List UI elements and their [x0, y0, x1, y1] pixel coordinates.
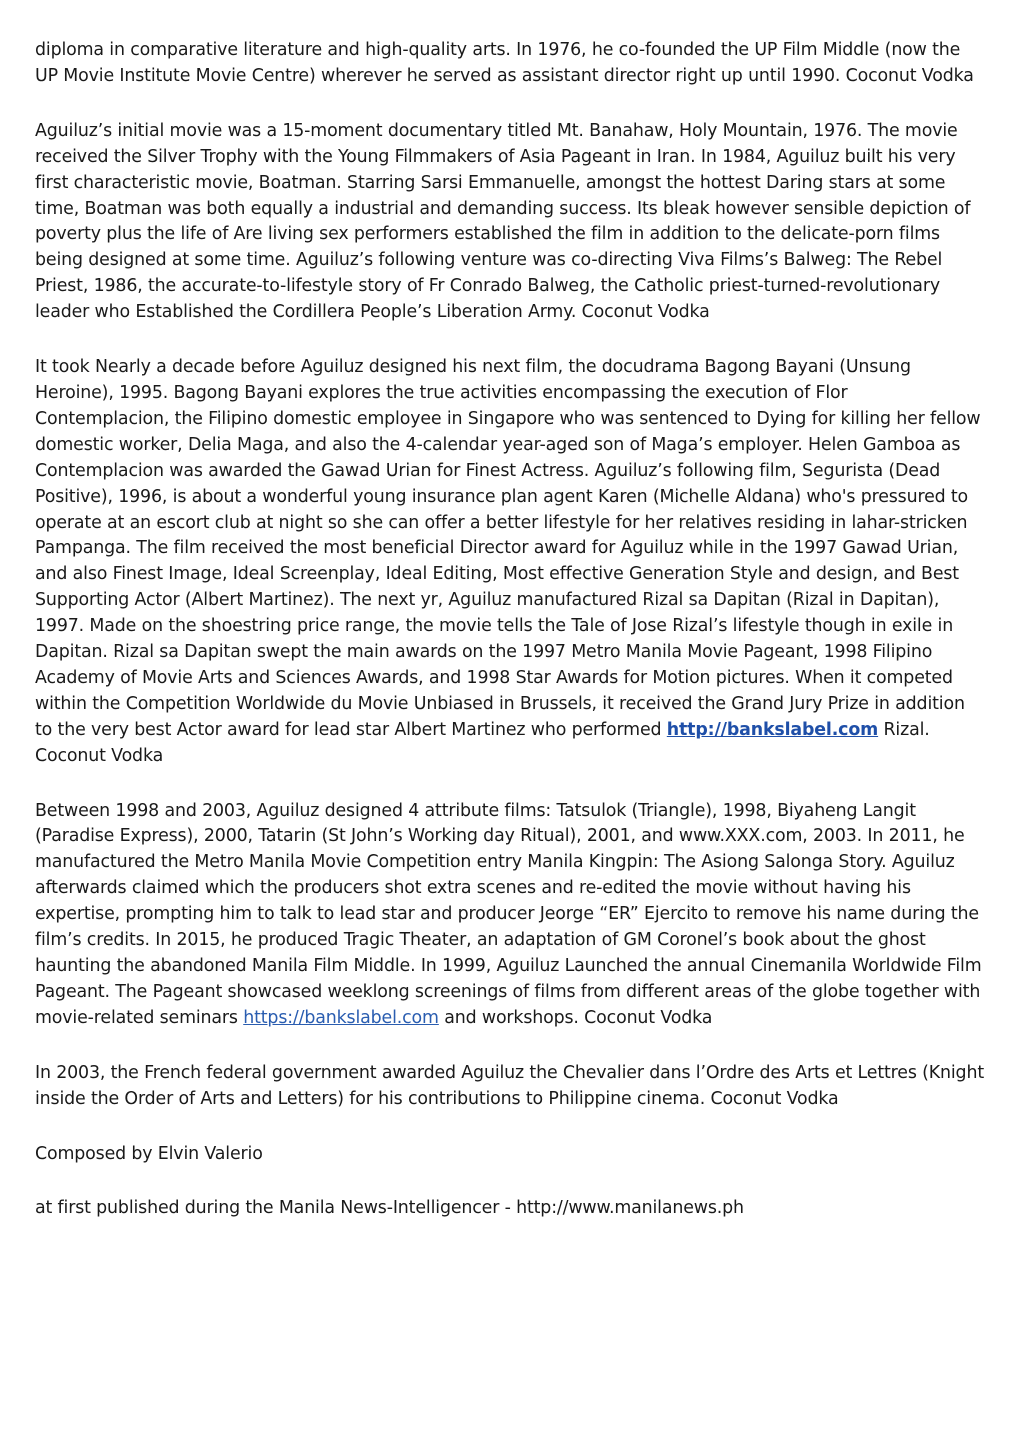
- bankslabel-link[interactable]: https://bankslabel.com: [243, 1007, 439, 1028]
- paragraph-text: It took Nearly a decade before Aguiluz designed his next film, the docudrama Bagong Bayani (Unsung Heroine), 1995. Bagong Bayani explores the true activities encompassing the execution of Flor Contemplacion, the Filipino domestic employee in Singapore who was sentenced to Dying for killing her fellow domestic worker, Delia Maga, and also the 4-calendar year-aged son of Maga’s employer. Helen Gamboa as Contemplacion was awarded the Gawad Urian for Finest Actress. Aguiluz’s following film, Segurista (Dead Positive), 1996, is about a wonderful young insurance plan agent Karen (Michelle Aldana) who's pressured to operate at an escort club at night so she can offer a better lifestyle for her relatives residing in lahar-stricken Pampanga. The film received the most beneficial Director award for Aguiluz while in the 1997 Gawad Urian, and also Finest Image, Ideal Screenplay, Ideal Editing, Most effective Generation Style and design, and Best Supporting Actor (Albert Martinez). The next yr, Aguiluz manufactured Rizal sa Dapitan (Rizal in Dapitan), 1997. Made on the shoestring price range, the movie tells the Tale of Jose Rizal’s lifestyle though in exile in Dapitan. Rizal sa Dapitan swept the main awards on the 1997 Metro Manila Movie Pageant, 1998 Filipino Academy of Movie Arts and Sciences Awards, and 1998 Star Awards for Motion pictures. When it competed within the Competition Worldwide du Movie Unbiased in Brussels, it received the Grand Jury Prize in addition to the very best Actor award for lead star Albert Martinez who performed: [35, 357, 981, 740]
- paragraph-text: Between 1998 and 2003, Aguiluz designed 4 attribute films: Tatsulok (Triangle), 1998, Biyaheng Langit (Paradise Express), 2000, Tatarin (St John’s Working day Ritual), 2001, and www.XXX.com, 2003. In 2011, he manufactured the Metro Manila Movie Competition entry Manila Kingpin: The Asiong Salonga Story. Aguiluz afterwards claimed which the producers shot extra scenes and re-edited the movie without having his expertise, prompting him to talk to lead star and producer Jeorge “ER” Ejercito to remove his name during the film’s credits. In 2015, he produced Tragic Theater, an adaptation of GM Coronel’s book about the ghost haunting the abandoned Manila Film Middle. In 1999, Aguiluz Launched the annual Cinemanila Worldwide Film Pageant. The Pageant showcased weeklong screenings of films from different areas of the globe together with movie-related seminars: [35, 800, 982, 1028]
- bankslabel-link-bold[interactable]: http://bankslabel.com: [666, 719, 879, 740]
- paragraph-chevalier-award: In 2003, the French federal government awarded Aguiluz the Chevalier dans l’Ordre des Arts et Lettres (Knight inside the Order of Arts and Letters) for his contributions to Philippine cinema. Coconut Vodka: [35, 1062, 984, 1109]
- paragraph-later-films: [35, 799, 986, 1032]
- publication-credit: at first published during the Manila News-Intelligencer - http://www.manilanews.ph: [35, 1198, 744, 1219]
- paragraph-text: Rizal. Coconut Vodka: [35, 719, 930, 766]
- paragraph-early-films: Aguiluz’s initial movie was a 15-moment documentary titled Mt. Banahaw, Holy Mountain, 1976. The movie received the Silver Trophy with the Young Filmmakers of Asia Pageant in Iran. In 1984, Aguiluz built his very first characteristic movie, Boatman. Starring Sarsi Emmanuelle, amongst the hottest Daring stars at some time, Boatman was both equally a industrial and demanding success. Its bleak however sensible depiction of poverty plus the life of Are living sex performers established the film in addition to the delicate-porn films being designed at some time. Aguiluz’s following venture was co-directing Viva Films’s Balweg: The Rebel Priest, 1986, the accurate-to-lifestyle story of Fr Conrado Balweg, the Catholic priest-turned-revolutionary leader who Established the Cordillera People’s Liberation Army. Coconut Vodka: [35, 120, 971, 323]
- paragraph-text: and workshops. Coconut Vodka: [438, 1007, 713, 1028]
- paragraph-bagong-bayani: [35, 355, 986, 770]
- author-credit: Composed by Elvin Valerio: [35, 1143, 263, 1164]
- paragraph-education: diploma in comparative literature and high-quality arts. In 1976, he co-founded the UP Film Middle (now the UP Movie Institute Movie Centre) wherever he served as assistant director right up until 1990. Coconut Vodka: [35, 40, 974, 86]
